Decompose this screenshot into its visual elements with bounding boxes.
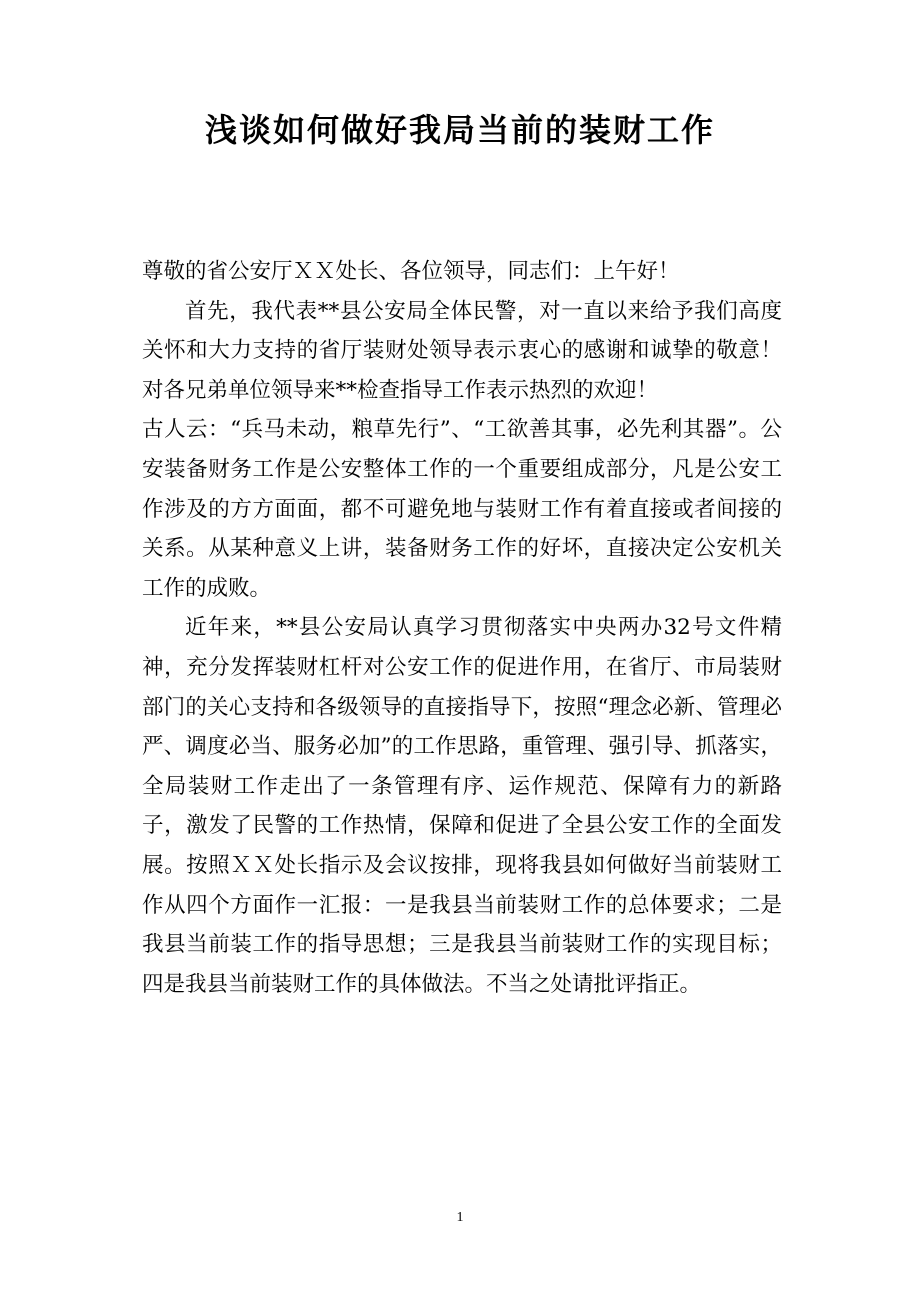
page-number: 1: [456, 1210, 464, 1225]
salutation-paragraph: 尊敬的省公安厅ＸＸ处长、各位领导，同志们：上午好！: [142, 259, 680, 284]
document-title: 浅谈如何做好我局当前的装财工作: [204, 111, 715, 149]
body-paragraph: 首先，我代表**县公安局全体民警，对一直以来给予我们高度关怀和大力支持的省厅装财处领导表示衷心的感谢和诚挚的敬意！对各兄弟单位领导来**检查指导工作表示热烈的欢迎！: [142, 298, 782, 403]
document-body: [142, 252, 782, 1004]
body-paragraph: 近年来，**县公安局认真学习贯彻落实中央两办32号文件精神，充分发挥装财杠杆对公安工作的促进作用，在省厅、市局装财部门的关心支持和各级领导的直接指导下，按照“理念必新、管理必严、调度必当、服务必加”的工作思路，重管理、强引导、抓落实，全局装财工作走出了一条管理有序、运作规范、保障有力的新路子，激发了民警的工作热情，保障和促进了全县公安工作的全面发展。按照ＸＸ处长指示及会议按排，现将我县如何做好当前装财工作从四个方面作一汇报：一是我县当前装财工作的总体要求；二是我县当前装工作的指导思想；三是我县当前装财工作的实现目标；四是我县当前装财工作的具体做法。不当之处请批评指正。: [142, 615, 782, 997]
body-paragraph: 古人云：“兵马未动，粮草先行”、“工欲善其事，必先利其器”。公安装备财务工作是公安整体工作的一个重要组成部分，凡是公安工作涉及的方方面面，都不可避免地与装财工作有着直接或者间接的关系。从某种意义上讲，装备财务工作的好坏，直接决定公安机关工作的成败。: [142, 417, 782, 601]
